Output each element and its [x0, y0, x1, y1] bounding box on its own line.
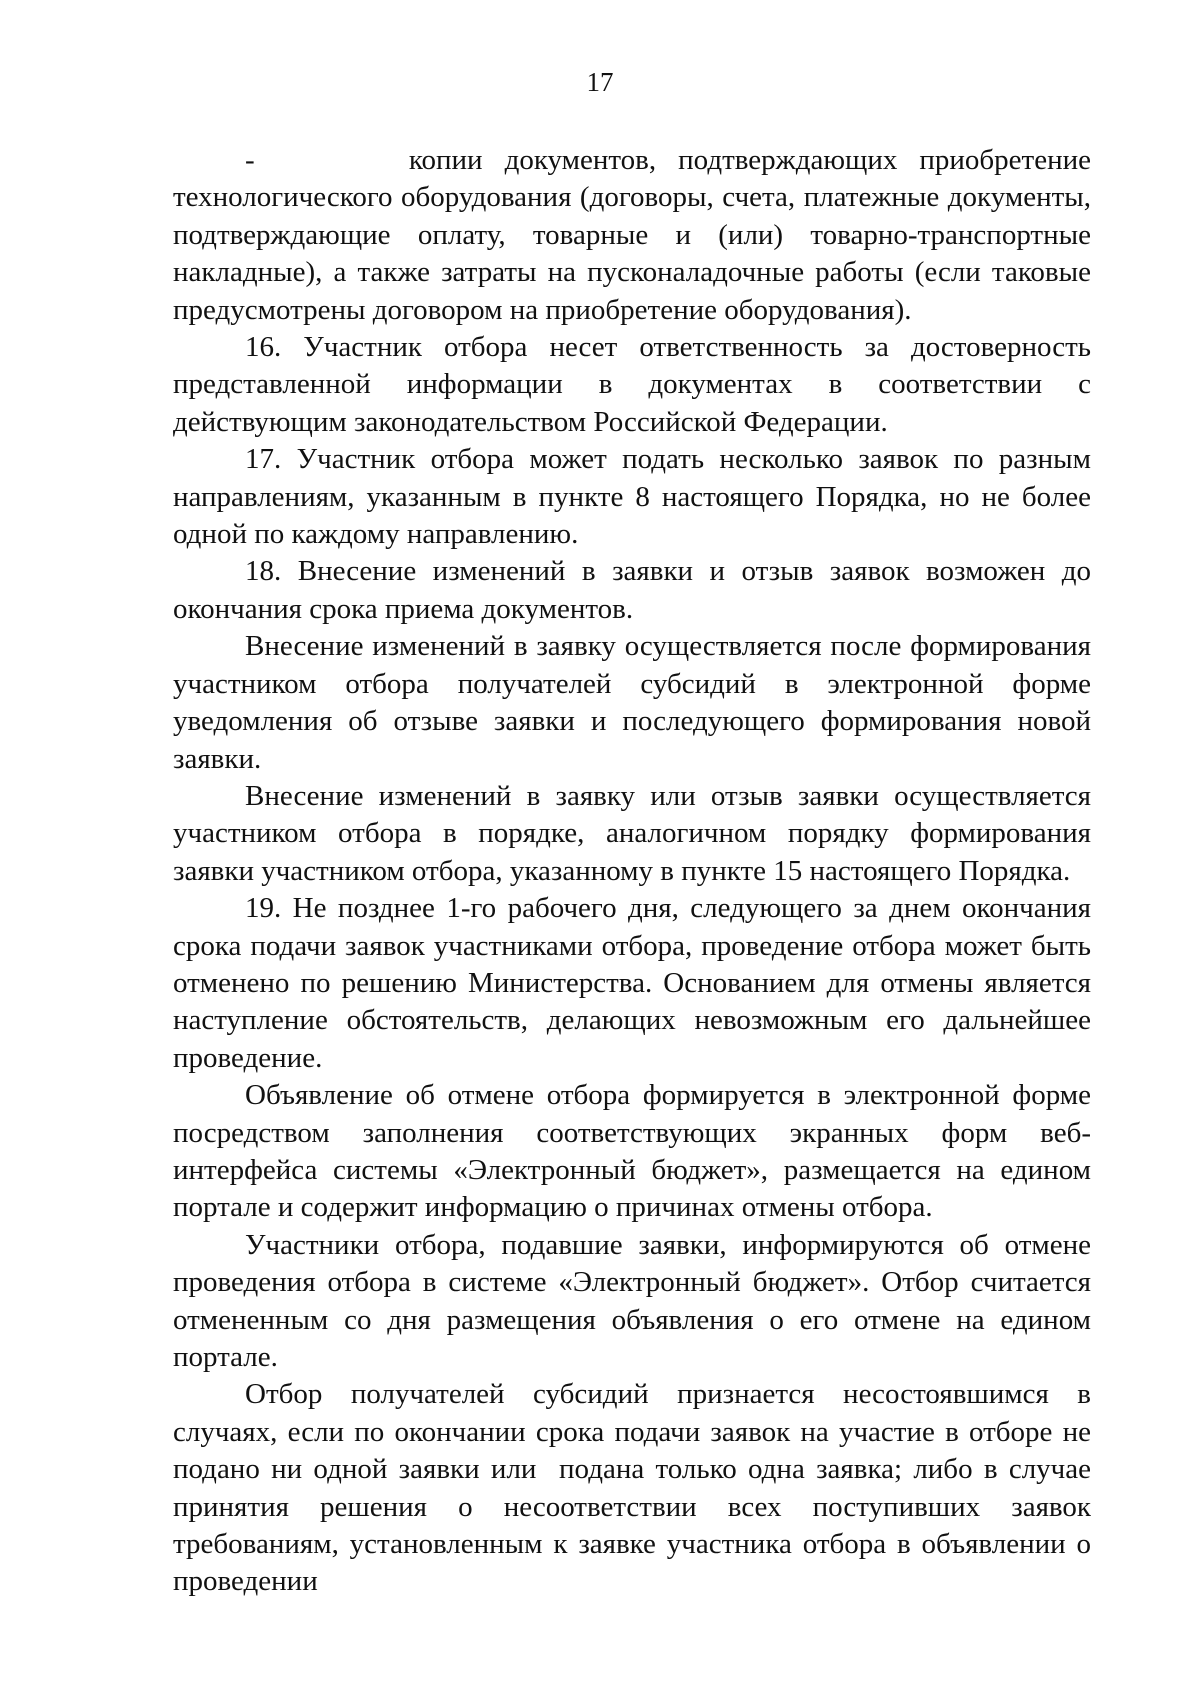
paragraph-18-changes: 18. Внесение изменений в заявки и отзыв заявок возможен до окончания срока приема документов. — [173, 555, 1091, 625]
paragraph-changes-or-withdrawal: Внесение изменений в заявку или отзыв заявки осуществляется участником отбора в порядке, аналогичном порядку формирования заявки участником отбора, указанному в пункте 15 настоящего Порядка. — [173, 779, 1091, 887]
page-number: 17 — [586, 67, 614, 97]
document-body — [173, 142, 1091, 1601]
paragraph-19-cancellation: 19. Не позднее 1-го рабочего дня, следующего за днем окончания срока подачи заявок участниками отбора, проведение отбора может быть отменено по решению Министерства. Основанием для отмены является наступление обстоятельств, делающих невозможным его дальнейшее проведение. — [173, 892, 1091, 1074]
paragraph-document-copies: - копии документов, подтверждающих приобретение технологического оборудования (договоры, счета, платежные документы, подтверждающие оплату, товарные и (или) товарно-транспортные накладные), а также затраты на пусконаладочные работы (если таковые предусмотрены договором на приобретение оборудования). — [173, 144, 1091, 326]
paragraph-16-responsibility: 16. Участник отбора несет ответственность за достоверность представленной информации в документах в соответствии с действующим законодательством Российской Федерации. — [173, 331, 1091, 438]
paragraph-changes-procedure: Внесение изменений в заявку осуществляется после формирования участником отбора получателей субсидий в электронной форме уведомления об отзыве заявки и последующего формирования новой заявки. — [173, 630, 1091, 775]
paragraph-cancellation-announcement: Объявление об отмене отбора формируется в электронной форме посредством заполнения соответствующих экранных форм веб-интерфейса системы «Электронный бюджет», размещается на едином портале и содержит информацию о причинах отмены отбора. — [173, 1079, 1091, 1224]
paragraph-participants-informed: Участники отбора, подавшие заявки, информируются об отмене проведения отбора в системе «Электронный бюджет». Отбор считается отмененным со дня размещения объявления о его отмене на едином портале. — [173, 1228, 1091, 1373]
paragraph-selection-failed: Отбор получателей субсидий признается несостоявшимся в случаях, если по окончании срока подачи заявок на участие в отборе не подано ни одной заявки или подана только одна заявка; либо в случае принятия решения о несоответствии всех поступивших заявок требованиям, установленным к заявке участника отбора в объявлении о проведении — [173, 1378, 1091, 1598]
paragraph-17-multiple-applications: 17. Участник отбора может подать несколько заявок по разным направлениям, указанным в пункте 8 настоящего Порядка, но не более одной по каждому направлению. — [173, 443, 1091, 551]
